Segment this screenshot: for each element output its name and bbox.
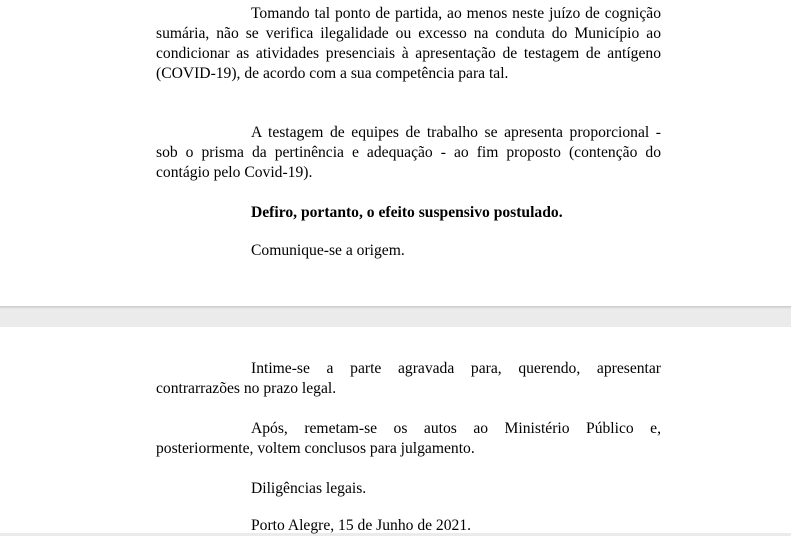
paragraph-cognicao: Tomando tal ponto de partida, ao menos neste juízo de cognição sumária, não se verifica ilegalidade ou excesso na conduta do Município ao condicionar as atividades presenciais à apresentação de testagem de antígeno (COVID-19), de acordo com a sua competência para tal. xyxy=(156,5,661,82)
paragraph-testagem: A testagem de equipes de trabalho se apresenta proporcional - sob o prisma da pertinência e adequação - ao fim proposto (contenção do contágio pelo Covid-19). xyxy=(156,124,661,181)
page-gap-shadow xyxy=(0,306,791,309)
paragraph-remetam: Após, remetam-se os autos ao Ministério Público e, posteriormente, voltem conclusos para julgamento. xyxy=(156,420,661,457)
document-page-2 xyxy=(0,327,791,533)
paragraph-diligencias: Diligências legais. xyxy=(251,480,367,497)
paragraph-intime: Intime-se a parte agravada para, querendo, apresentar contrarrazões no prazo legal. xyxy=(156,360,661,397)
paragraph-data-local: Porto Alegre, 15 de Junho de 2021. xyxy=(251,517,472,534)
paragraph-deferimento: Defiro, portanto, o efeito suspensivo postulado. xyxy=(251,204,563,221)
paragraph-comunique: Comunique-se a origem. xyxy=(251,242,405,259)
page-gap xyxy=(0,306,791,327)
